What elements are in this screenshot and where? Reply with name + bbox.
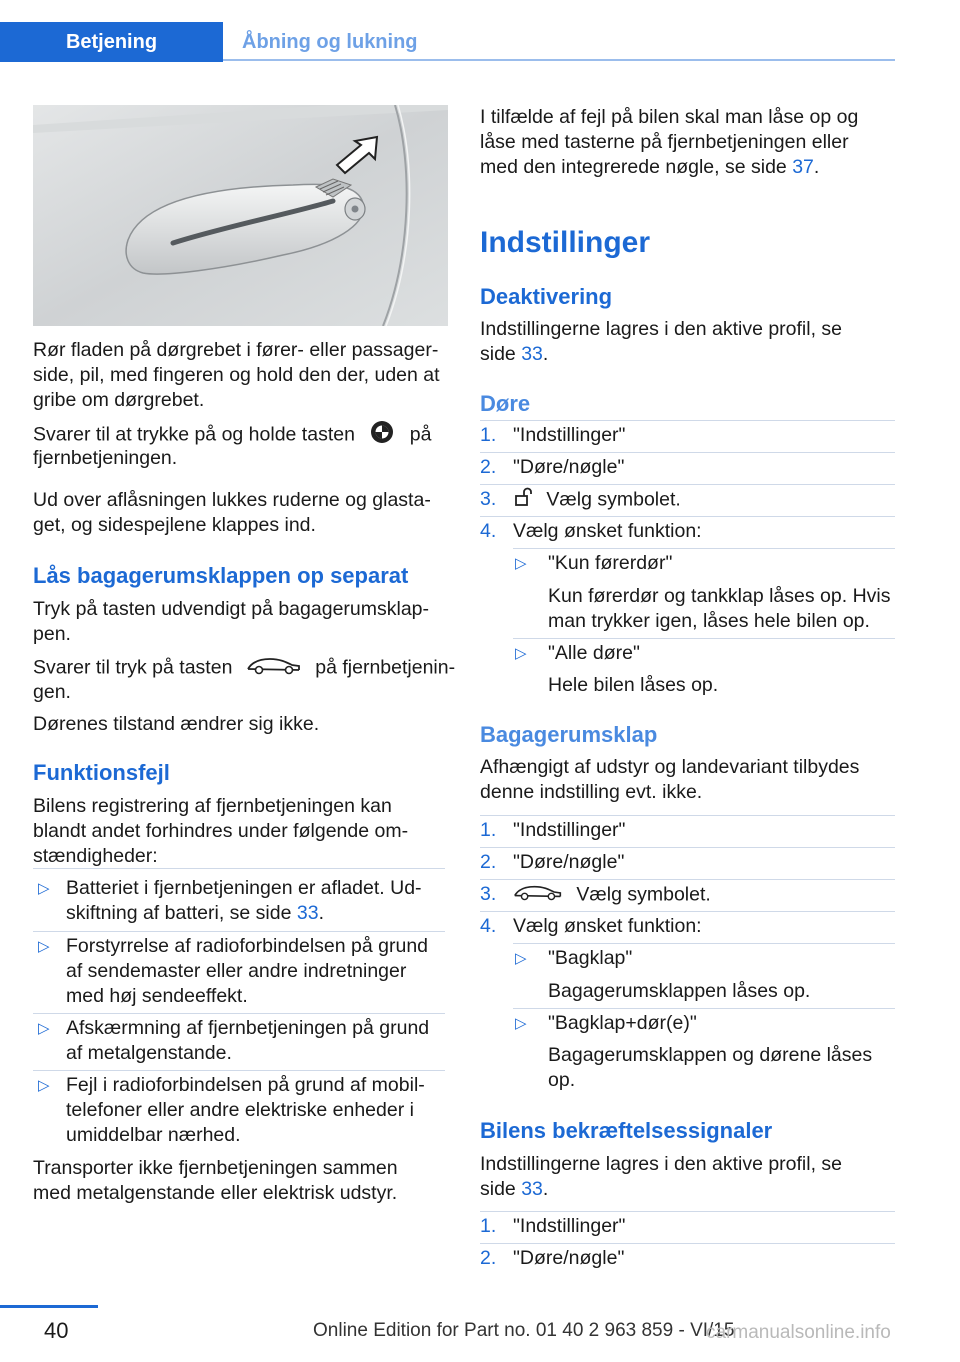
bullet-triangle-icon: ▷ [515, 555, 527, 572]
right-p2-line2 [480, 342, 548, 367]
right-p4-line1: Indstillingerne lagres i den aktive profil, se [480, 1153, 843, 1175]
bullet-3-line2: af metalgenstande. [66, 1042, 232, 1064]
list-number: 4. [480, 915, 497, 937]
list-number: 2. [480, 1247, 497, 1269]
list-item: "Døre/nøgle" [513, 1247, 625, 1269]
page-number: 40 [44, 1318, 69, 1343]
left-p8-line2: med metalgenstande eller elektrisk udstyr. [33, 1182, 398, 1204]
bullet-2-line2: af sendemaster eller andre indretninger [66, 960, 407, 982]
bullet-4-line3: umiddelbar nærhed. [66, 1124, 241, 1146]
car-trunk-icon [246, 654, 302, 683]
separator [480, 911, 895, 912]
bullet-triangle-icon: ▷ [38, 880, 50, 897]
bullet-triangle-icon: ▷ [38, 1077, 50, 1094]
heading-bekraeftelsessignaler: Bilens bekræftelsessignaler [480, 1118, 773, 1143]
bullet-4-line2: telefoner eller andre elektriske enheder i [66, 1099, 414, 1121]
list-item-text: Vælg symbolet. [576, 883, 711, 906]
list-number: 2. [480, 456, 497, 478]
bullet-triangle-icon: ▷ [38, 1020, 50, 1037]
separator [480, 484, 895, 485]
sub-item-desc: Bagagerumsklappen og dørene låses [548, 1044, 873, 1066]
left-p1-line1: Rør fladen på dørgrebet i fører- eller passager- [33, 339, 439, 361]
chapter-tab[interactable]: Betjening [0, 22, 223, 62]
separator [480, 516, 895, 517]
separator [513, 548, 895, 549]
left-p8-line1: Transporter ikke fjernbetjeningen sammen [33, 1157, 398, 1179]
list-item: "Indstillinger" [513, 819, 626, 841]
left-p2-text: Svarer til at trykke på og holde tasten [33, 423, 355, 446]
separator [33, 1070, 445, 1071]
bullet-1-line1: Batteriet i fjernbetjeningen er afladet. Ud- [66, 877, 422, 899]
right-p4-end: . [542, 1178, 549, 1200]
right-p2-end: . [542, 343, 549, 365]
right-p1-line3 [480, 155, 819, 180]
left-p7-line3: stændigheder: [33, 845, 158, 867]
left-p2-line2: fjernbetjeningen. [33, 447, 178, 469]
list-item [513, 882, 711, 909]
car-trunk-icon [513, 882, 563, 909]
list-number: 1. [480, 819, 497, 841]
separator [480, 1211, 895, 1212]
list-item: "Indstillinger" [513, 1215, 626, 1237]
sub-item-desc: Bagagerumsklappen låses op. [548, 980, 811, 1002]
separator [513, 638, 895, 639]
bullet-triangle-icon: ▷ [515, 950, 527, 967]
left-p7-line2: blandt andet forhindres under følgende om- [33, 820, 409, 842]
right-p2-text: side [480, 343, 516, 365]
separator [480, 847, 895, 848]
right-p2-line1: Indstillingerne lagres i den aktive profil, se [480, 318, 843, 340]
page-ref-link[interactable]: 33 [521, 1178, 543, 1200]
page-ref-link[interactable]: 33 [521, 343, 543, 365]
sub-item-desc: Hele bilen låses op. [548, 674, 719, 696]
footer-rule [0, 1305, 98, 1308]
list-item: "Døre/nøgle" [513, 851, 625, 873]
right-p1-line2: låse med tasterne på fjernbetjeningen eller [480, 131, 849, 153]
watermark: carmanualsonline.info [706, 1322, 891, 1343]
separator [480, 879, 895, 880]
list-number: 1. [480, 424, 497, 446]
list-number: 4. [480, 520, 497, 542]
list-item: Vælg ønsket funktion: [513, 520, 702, 542]
left-p7-line1: Bilens registrering af fjernbetjeningen kan [33, 795, 392, 817]
left-p6: Dørenes tilstand ændrer sig ikke. [33, 713, 320, 735]
bullet-triangle-icon: ▷ [515, 645, 527, 662]
separator [480, 452, 895, 453]
bullet-4-line1: Fejl i radioforbindelsen på grund af mobil- [66, 1074, 425, 1096]
sub-item-desc: op. [548, 1069, 576, 1091]
page-ref-link[interactable]: 37 [792, 156, 814, 178]
list-number: 3. [480, 488, 497, 510]
list-number: 1. [480, 1215, 497, 1237]
right-p1-text: med den integrerede nøgle, se side [480, 156, 787, 178]
list-item-text: Vælg symbolet. [546, 488, 681, 511]
separator [33, 931, 445, 932]
separator [480, 420, 895, 421]
left-p2-tail: på [409, 423, 432, 446]
door-handle-photo [33, 105, 448, 326]
bullet-triangle-icon: ▷ [515, 1015, 527, 1032]
unlock-icon [513, 487, 533, 514]
section-breadcrumb[interactable]: Åbning og lukning [242, 31, 418, 53]
right-p3-line2: denne indstilling evt. ikke. [480, 781, 703, 803]
right-p1-end: . [813, 156, 820, 178]
left-p1-line2: side, pil, med fingeren og hold den der, uden at [33, 364, 440, 386]
bullet-2-line1: Forstyrrelse af radioforbindelsen på grund [66, 935, 429, 957]
left-p5-text: Svarer til tryk på tasten [33, 656, 233, 679]
page-header [0, 0, 895, 62]
sub-item: "Bagklap+dør(e)" [548, 1012, 697, 1034]
heading-funktionsfejl: Funktionsfejl [33, 760, 170, 785]
header-rule [223, 59, 895, 61]
sub-item: "Bagklap" [548, 947, 633, 969]
separator [33, 1013, 445, 1014]
bullet-1-end: . [318, 902, 324, 924]
heading-bagagerumsklap: Bagagerumsklap [480, 722, 658, 747]
list-number: 2. [480, 851, 497, 873]
right-p3-line1: Afhængigt af udstyr og landevariant tilbydes [480, 756, 860, 778]
heading-deaktivering: Deaktivering [480, 284, 613, 309]
right-p1-line1: I tilfælde af fejl på bilen skal man låse op og [480, 106, 859, 128]
separator [480, 1243, 895, 1244]
right-p4-text: side [480, 1178, 516, 1200]
list-item: "Indstillinger" [513, 424, 626, 446]
left-p3-line2: get, og sidespejlene klappes ind. [33, 514, 316, 536]
list-number: 3. [480, 883, 497, 905]
list-item: Vælg ønsket funktion: [513, 915, 702, 937]
bullet-3-line1: Afskærmning af fjernbetjeningen på grund [66, 1017, 430, 1039]
separator [33, 868, 445, 869]
bullet-1-line2 [66, 901, 324, 926]
left-p5-line2: gen. [33, 681, 71, 703]
sub-item-desc: Kun førerdør og tankklap låses op. Hvis [548, 585, 891, 607]
page-ref-link[interactable]: 33 [296, 902, 319, 924]
separator [513, 943, 895, 944]
sub-item: "Kun førerdør" [548, 552, 673, 574]
left-p3-line1: Ud over aflåsningen lukkes ruderne og glasta- [33, 489, 431, 511]
bullet-1-text: skiftning af batteri, se side [66, 902, 292, 924]
list-item: "Døre/nøgle" [513, 456, 625, 478]
heading-doere: Døre [480, 391, 531, 416]
separator [480, 815, 895, 816]
left-p5-line1 [33, 654, 455, 683]
left-p4-line1: Tryk på tasten udvendigt på bagagerumsklap- [33, 598, 430, 620]
left-p1-line3: gribe om dørgrebet. [33, 389, 205, 411]
left-p5-tail: på fjernbetjenin- [315, 656, 456, 679]
sub-item-desc: man trykker igen, låses hele bilen op. [548, 610, 870, 632]
separator [513, 1008, 895, 1009]
bullet-triangle-icon: ▷ [38, 938, 50, 955]
left-p4-line2: pen. [33, 623, 71, 645]
bmw-logo-icon [370, 420, 394, 451]
bullet-2-line3: med høj sendeeffekt. [66, 985, 248, 1007]
sub-item: "Alle døre" [548, 642, 640, 664]
heading-laas-bagage: Lås bagagerumsklappen op separat [33, 563, 409, 588]
list-item [513, 487, 681, 514]
right-p4-line2 [480, 1177, 548, 1202]
edition-text: Online Edition for Part no. 01 40 2 963 859 - VI/15 [313, 1320, 735, 1341]
heading-indstillinger: Indstillinger [480, 226, 651, 259]
